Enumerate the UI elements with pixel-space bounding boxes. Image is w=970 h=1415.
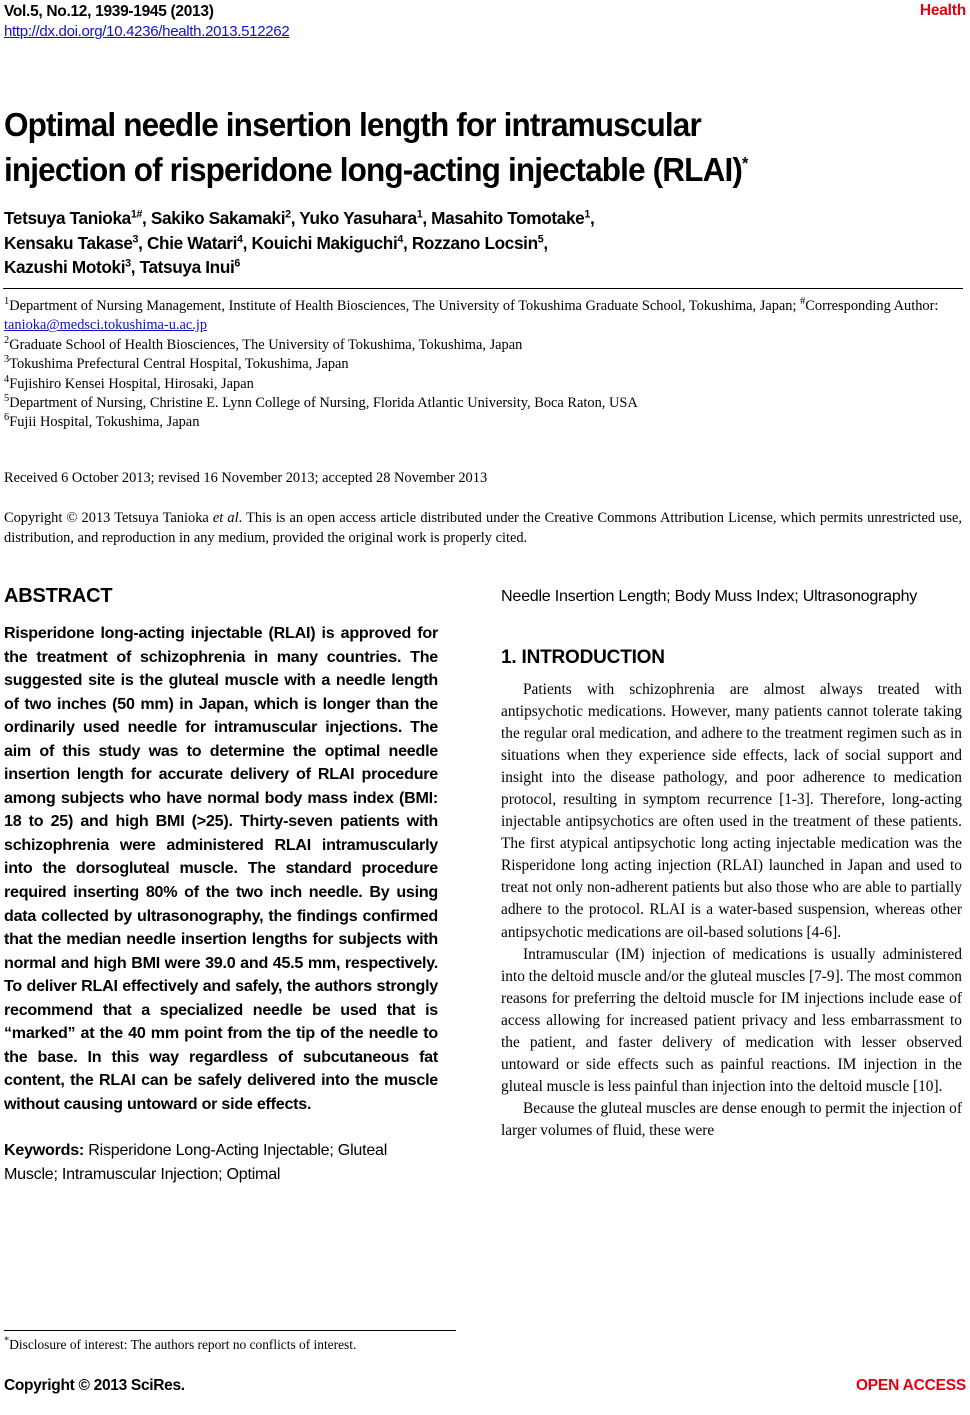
affiliation-item: $^3$Tokushima Prefectural Central Hospital, Tokushima, Japan (4, 354, 349, 373)
author-affiliation-marker: 4 (237, 232, 243, 245)
author-list (4, 206, 944, 280)
volume-citation: Vol.5, No.12, 1939-1945 (2013) (4, 3, 214, 20)
footnote-text: Disclosure of interest: The authors report no conflicts of interest. (9, 1337, 357, 1352)
author-name: Kouichi Makiguchi (251, 232, 398, 253)
affiliation-number: 6 (4, 412, 10, 424)
intro-paragraph-2: Intramuscular (IM) injection of medications is usually administered into the deltoid muscle and/or the gluteal muscles [7-9]. The most common reasons for preferring the deltoid muscle for IM injections include ease of access allowing for increased patient privacy and less embarrassment to the patient, and faster delivery of medication with lesser observed untoward or side effects such as painful reactions. IM injection in the gluteal muscle is less painful than injection into the deltoid muscle [10]. (501, 945, 962, 1096)
affiliation-number: 2 (4, 335, 10, 347)
author-affiliation-marker: 4 (397, 232, 403, 245)
corresponding-author-marker: # (800, 296, 806, 308)
affiliation-number: 3 (4, 354, 10, 366)
introduction-heading: 1. INTRODUCTION (501, 646, 665, 668)
footer-copyright: Copyright © 2013 SciRes. (4, 1377, 185, 1394)
abstract-heading: ABSTRACT (4, 585, 113, 607)
disclosure-footnote (4, 1336, 464, 1354)
title-line-2: injection of risperidone long-acting injectable (RLAI) (4, 151, 743, 189)
affiliation-item: $^2$Graduate School of Health Biosciences, The University of Tokushima, Tokushima, Japan (4, 335, 523, 353)
author-name: Yuko Yasuhara (299, 208, 417, 228)
keywords-values-part1: Risperidone Long-Acting Injectable; Gluteal Muscle; Intramuscular Injection; Optimal (4, 1141, 388, 1184)
footnote-marker: * (4, 1335, 10, 1347)
author-line-3: Kazushi Motoki$^3$, Tatsuya Inui$^6$ (4, 257, 240, 278)
author-affiliation-marker: 5 (537, 232, 544, 245)
intro-paragraph-1: Patients with schizophrenia are almost always treated with antipsychotic medications. However, many patients cannot tolerate taking the regular oral medication, and adhere to the treatment regimen such as in situations when they experience side effects, lack of social support and insight into the disease pathology, and poor adherence to medication protocol, resulting in symptom recurrence [1-3]. Therefore, long-acting injectable antipsychotics are often used in the treatment of these patients. The first atypical antipsychotic long acting injectable medication was the Risperidone long acting injection (RLAI) launched in Japan and used to treat not only non-adherent patients but also those who are able to partially adhere to the protocol. RLAI is a water-based suspension, whereas other antipsychotic medications are oil-based solutions [4-6]. (501, 680, 962, 941)
affiliation-item: $^1$Department of Nursing Management, Institute of Health Biosciences, The University of Tokushima Graduate School, Tokushima, Japan; #Corresponding Author: tanioka@medsci.tokushima-u.ac.jp (4, 296, 939, 334)
author-affiliation-marker: 3 (132, 232, 139, 245)
affiliation-number: 1 (4, 296, 10, 308)
keywords-line (4, 1139, 438, 1186)
author-name: Chie Watari (146, 232, 238, 253)
author-affiliation-marker: 3 (125, 257, 131, 270)
title-footnote-marker: * (742, 153, 748, 174)
author-name: Masahito Tomotake (431, 208, 585, 228)
author-affiliation-marker: 2 (285, 208, 291, 221)
author-name: Sakiko Sakamaki (150, 208, 286, 228)
page-title (4, 102, 919, 192)
author-affiliation-marker: 6 (234, 257, 240, 270)
footnote-divider (4, 1330, 456, 1331)
title-line-1: Optimal needle insertion length for intramuscular (4, 106, 701, 144)
author-name: Kazushi Motoki (4, 257, 126, 278)
keywords-label: Keywords: (4, 1141, 85, 1160)
author-affiliation-marker: 1 (584, 208, 590, 221)
copyright-text-after: . This is an open access article distributed under the Creative Commons Attribution License, which permits unrestricted use, distribution, and reproduction in any medium, provided the original work is properly cited. (4, 510, 962, 546)
header-divider (3, 288, 963, 289)
affiliation-number: 4 (4, 373, 10, 385)
copyright-text-before: Copyright © 2013 Tetsuya Tanioka (4, 510, 213, 526)
open-access-badge: OPEN ACCESS (855, 1377, 966, 1394)
keywords-values-part2: Needle Insertion Length; Body Muss Index; Ultrasonography (501, 587, 918, 605)
running-head (4, 2, 966, 46)
author-line-1: Tetsuya Tanioka$^{1\#}$, Sakiko Sakamaki$^2$, Yuko Yasuhara$^1$, Masahito Tomotake$^1$, (4, 208, 595, 228)
et-al: et al (212, 510, 239, 526)
author-name: Tetsuya Tanioka (4, 208, 131, 228)
journal-name: Health (919, 2, 966, 19)
author-name: Kensaku Takase (4, 232, 133, 253)
received-dates: Received 6 October 2013; revised 16 November 2013; accepted 28 November 2013 (4, 470, 488, 486)
affiliation-list (4, 297, 962, 433)
author-name: Tatsuya Inui (139, 257, 235, 278)
affiliation-item: $^6$Fujii Hospital, Tokushima, Japan (4, 412, 200, 431)
doi-link[interactable]: http://dx.doi.org/10.4236/health.2013.512262 (4, 23, 290, 40)
affiliation-number: 5 (4, 393, 10, 405)
affiliation-item: $^4$Fujishiro Kensei Hospital, Hirosaki, Japan (4, 373, 254, 392)
abstract-text: Risperidone long-acting injectable (RLAI) is approved for the treatment of schizophrenia in many countries. The suggested site is the gluteal muscle with a needle length of two inches (50 mm) in Japan, which is longer than the ordinarily used needle for intramuscular injections. The aim of this study was to determine the optimal needle insertion length for accurate delivery of RLAI procedure among subjects who have normal body mass index (BMI: 18 to 25) and high BMI (>25). Thirty-seven patients with schizophrenia were administered RLAI intramuscularly into the dorsogluteal muscle. The standard procedure required inserting 80% of the two inch needle. By using data collected by ultrasonography, the findings confirmed that the median needle insertion lengths for subjects with normal and high BMI were 39.0 and 45.5 mm, respectively. To deliver RLAI effectively and safely, the authors strongly recommend that a specialized needle be used that is “marked” at the 40 mm point from the tip of the needle to the base. In this way regardless of subcutaneous fat content, the RLAI can be safely delivered into the muscle without causing untoward or side effects. (4, 624, 438, 1113)
left-column (4, 585, 438, 1187)
author-affiliation-marker: 1# (130, 208, 143, 221)
author-affiliation-marker: 1 (416, 208, 423, 221)
author-line-2: Kensaku Takase$^3$, Chie Watari$^4$, Kouichi Makiguchi$^4$, Rozzano Locsin$^5$, (4, 232, 548, 253)
corresponding-author-email-link[interactable]: tanioka@medsci.tokushima-u.ac.jp (4, 317, 208, 334)
affiliation-item: $^5$Department of Nursing, Christine E. Lynn College of Nursing, Florida Atlantic University, Boca Raton, USA (4, 393, 638, 412)
author-name: Rozzano Locsin (411, 232, 538, 253)
intro-paragraph-3: Because the gluteal muscles are dense enough to permit the injection of larger volumes of fluid, these were (501, 1100, 962, 1140)
right-column (501, 585, 962, 1143)
copyright-notice (4, 508, 962, 548)
